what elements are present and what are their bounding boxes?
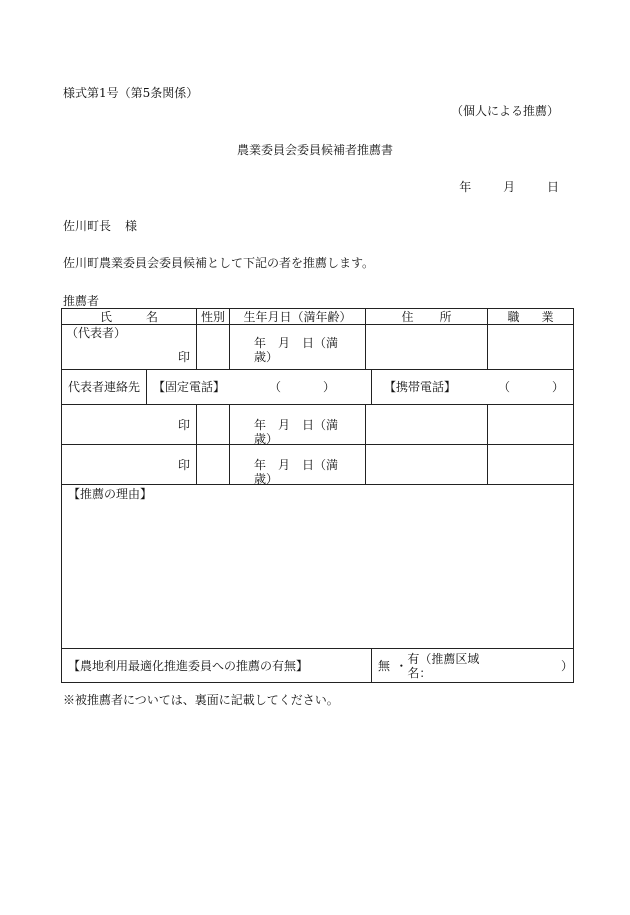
occupation-cell[interactable] [488,445,574,485]
seal-mark: 印 [177,350,190,364]
fixed-phone-field[interactable]: 【固定電話】 （ ） [147,370,372,404]
recommender-label: 推薦者 [63,294,100,308]
promotion-choice[interactable]: 無 ・ 有（推薦区域名： ） [378,651,573,680]
promotion-cell [62,649,574,683]
name-cell[interactable] [62,405,197,445]
gender-cell[interactable] [197,325,230,370]
recommendation-kind: （個人による推薦） [450,104,559,118]
address-cell[interactable] [366,325,488,370]
occupation-cell[interactable] [488,405,574,445]
birthdate-cell[interactable]: 年 月 日（満歳） [230,445,366,485]
address-cell[interactable] [366,405,488,445]
addressee [63,219,137,233]
header-name: 氏 名 [62,309,197,325]
promotion-label: 【農地利用最適化推進委員への推薦の有無】 [62,649,372,682]
form-reference: 様式第1号（第5条関係） [63,86,199,100]
contact-cell [62,370,574,405]
occupation-cell[interactable] [488,325,574,370]
promotion-yes-option[interactable]: 有（推薦区域名： [407,651,480,680]
addressee-name: 佐川町長 [63,219,112,233]
promotion-row [62,649,574,683]
gender-cell[interactable] [197,445,230,485]
reason-cell[interactable] [62,485,574,649]
table-row [62,405,574,445]
table-row [62,445,574,485]
addressee-honorific: 様 [125,219,138,233]
gender-cell[interactable] [197,405,230,445]
birthdate-cell[interactable]: 年 月 日（満歳） [230,405,366,445]
page-title: 農業委員会委員候補者推薦書 [236,143,393,157]
table-row [62,325,574,370]
date-line [459,180,559,194]
reason-label: 【推薦の理由】 [68,487,153,501]
name-cell[interactable] [62,445,197,485]
header-birthdate: 生年月日（満年齢） [230,309,366,325]
header-address: 住 所 [366,309,488,325]
address-cell[interactable] [366,445,488,485]
seal-mark: 印 [177,458,190,472]
seal-mark: 印 [177,418,190,432]
recommender-table [61,308,574,683]
date-month-label: 月 [503,180,516,194]
table-header-row [62,309,574,325]
mobile-phone-field[interactable]: 【携帯電話】 （ ） [384,380,565,394]
date-year-label: 年 [459,180,472,194]
contact-row [62,370,574,405]
birthdate-cell[interactable]: 年 月 日（満歳） [230,325,366,370]
footer-note: ※被推薦者については、裏面に記載してください。 [63,693,339,707]
date-day-label: 日 [546,180,559,194]
header-gender: 性別 [197,309,230,325]
contact-label: 代表者連絡先 [62,370,147,404]
name-cell[interactable] [62,325,197,370]
promotion-none-option[interactable]: 無 [378,658,391,673]
reason-row [62,485,574,649]
intro-sentence: 佐川町農業委員会委員候補として下記の者を推薦します。 [63,256,375,270]
header-occupation: 職 業 [488,309,574,325]
representative-note: （代表者） [66,326,127,340]
